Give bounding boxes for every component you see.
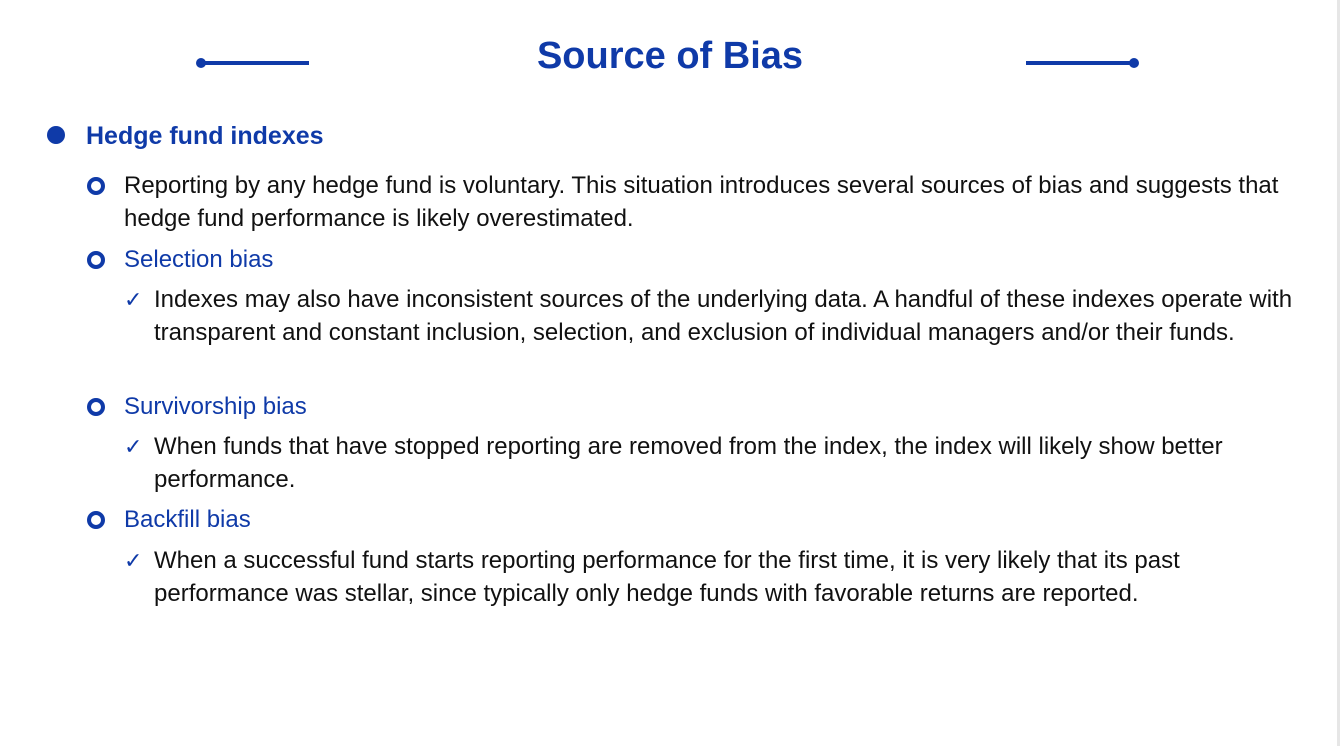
intro-text: Reporting by any hedge fund is voluntary. This situation introduces several sources of bias and suggests that hedge fund performance is likely overestimated. xyxy=(124,172,1279,232)
section-detail-backfill: When a successful fund starts reporting performance for the first time, it is very likely that its past performance was stellar, since typically only hedge funds with favorable returns are reported. xyxy=(154,547,1180,607)
section-heading-backfill: Backfill bias xyxy=(124,506,251,533)
checkmark-icon: ✓ xyxy=(124,548,143,573)
main-bullet-heading: Hedge fund indexes xyxy=(86,122,324,150)
section-heading-survivorship: Survivorship bias xyxy=(124,393,307,420)
ring-bullet-icon xyxy=(87,511,105,529)
title-decoration-right xyxy=(1026,61,1134,65)
ring-bullet-icon xyxy=(87,251,105,269)
section-heading-selection: Selection bias xyxy=(124,246,274,273)
checkmark-icon: ✓ xyxy=(124,287,143,312)
ring-bullet-icon xyxy=(87,177,105,195)
slide-title: Source of Bias xyxy=(536,35,804,77)
section-detail-selection: Indexes may also have inconsistent sources of the underlying data. A handful of these indexes operate with transparent and constant inclusion, selection, and exclusion of individual managers and/or their funds. xyxy=(154,286,1293,346)
ring-bullet-icon xyxy=(87,398,105,416)
filled-circle-bullet-icon xyxy=(47,126,65,144)
section-detail-survivorship: When funds that have stopped reporting are removed from the index, the index will likely show better performance. xyxy=(154,433,1223,493)
decoration-dot-icon xyxy=(1129,58,1139,68)
checkmark-icon: ✓ xyxy=(124,434,143,459)
